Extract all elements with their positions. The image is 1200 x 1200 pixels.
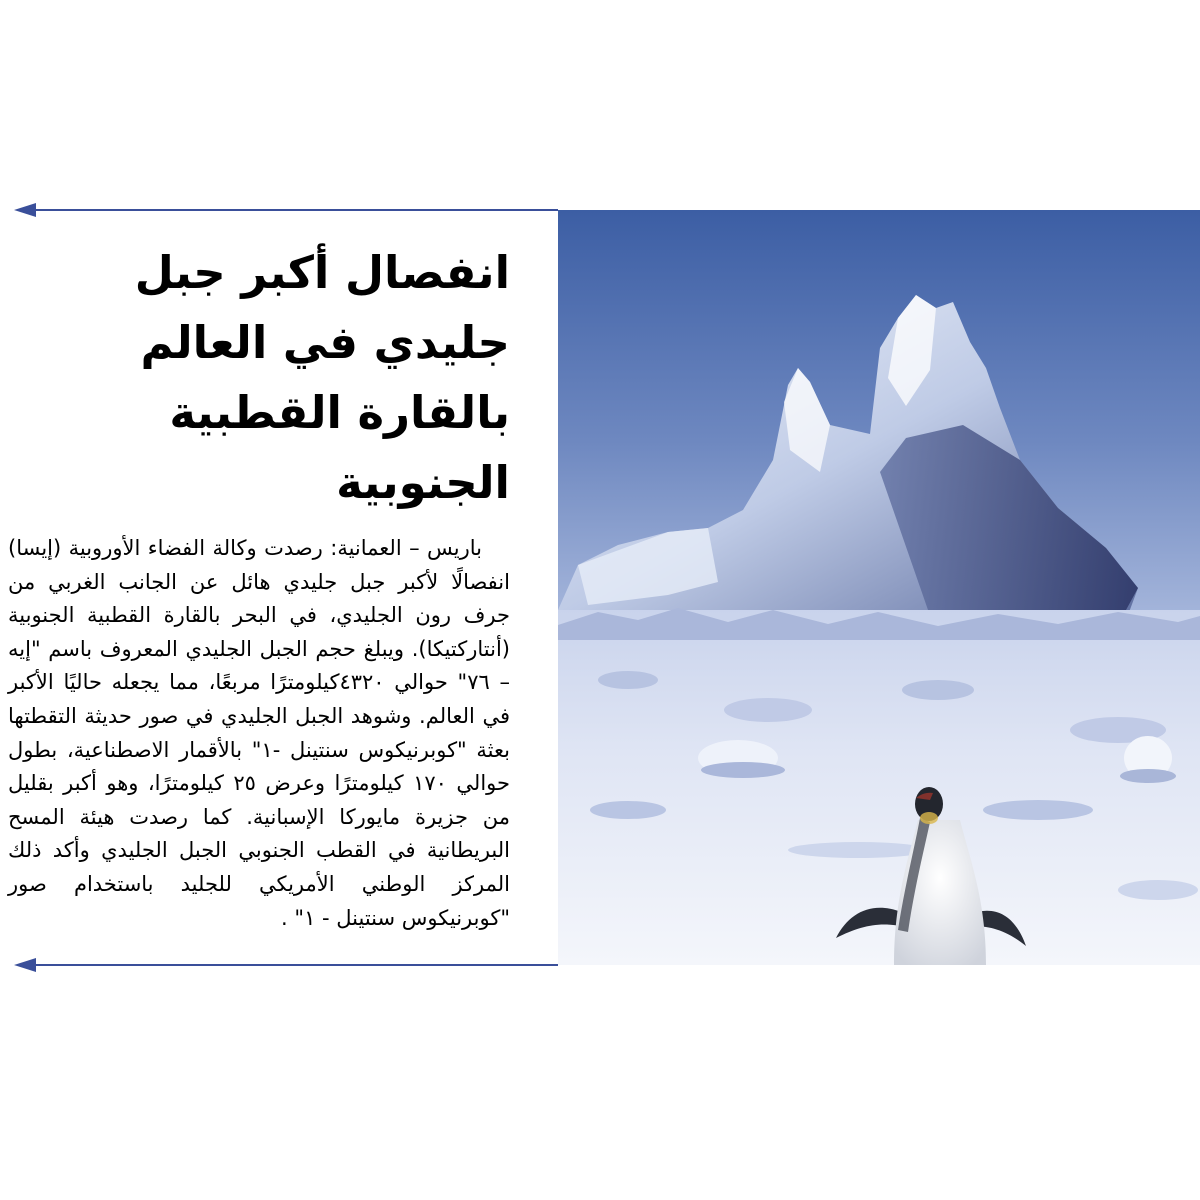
top-divider-rule	[18, 209, 558, 211]
iceberg-penguin-photo	[558, 210, 1200, 965]
headline: انفصال أكبر جبل جليدي في العالم بالقارة القطبية الجنوبية	[134, 246, 510, 509]
article-body: باريس – العمانية: رصدت وكالة الفضاء الأوروبية (إيسا) انفصالًا لأكبر جبل جليدي هائل عن الجانب الغربي من جرف رون الجليدي، في البحر بالقارة القطبية الجنوبية (أنتاركتيكا). ويبلغ حجم الجبل الجليدي المعروف باسم "إيه – ٧٦" حوالي ٤٣٢٠كيلومترًا مربعًا، مما يجعله حاليًا الأكبر في العالم. وشوهد الجبل الجليدي في صور حديثة التقطتها بعثة "كوبرنيكوس سنتينل -١" بالأقمار الاصطناعية، بطول حوالي ١٧٠ كيلومترًا وعرض ٢٥ كيلومترًا، وهو أكبر بقليل من جزيرة مايوركا الإسبانية. كما رصدت هيئة المسح البريطانية في القطب الجنوبي الجبل الجليدي وأكد ذلك المركز الوطني الأمريكي للجليد باستخدام صور "كوبرنيكوس سنتينل - ١" .	[8, 536, 510, 930]
bottom-divider-rule	[18, 964, 558, 966]
article-column	[8, 238, 510, 935]
